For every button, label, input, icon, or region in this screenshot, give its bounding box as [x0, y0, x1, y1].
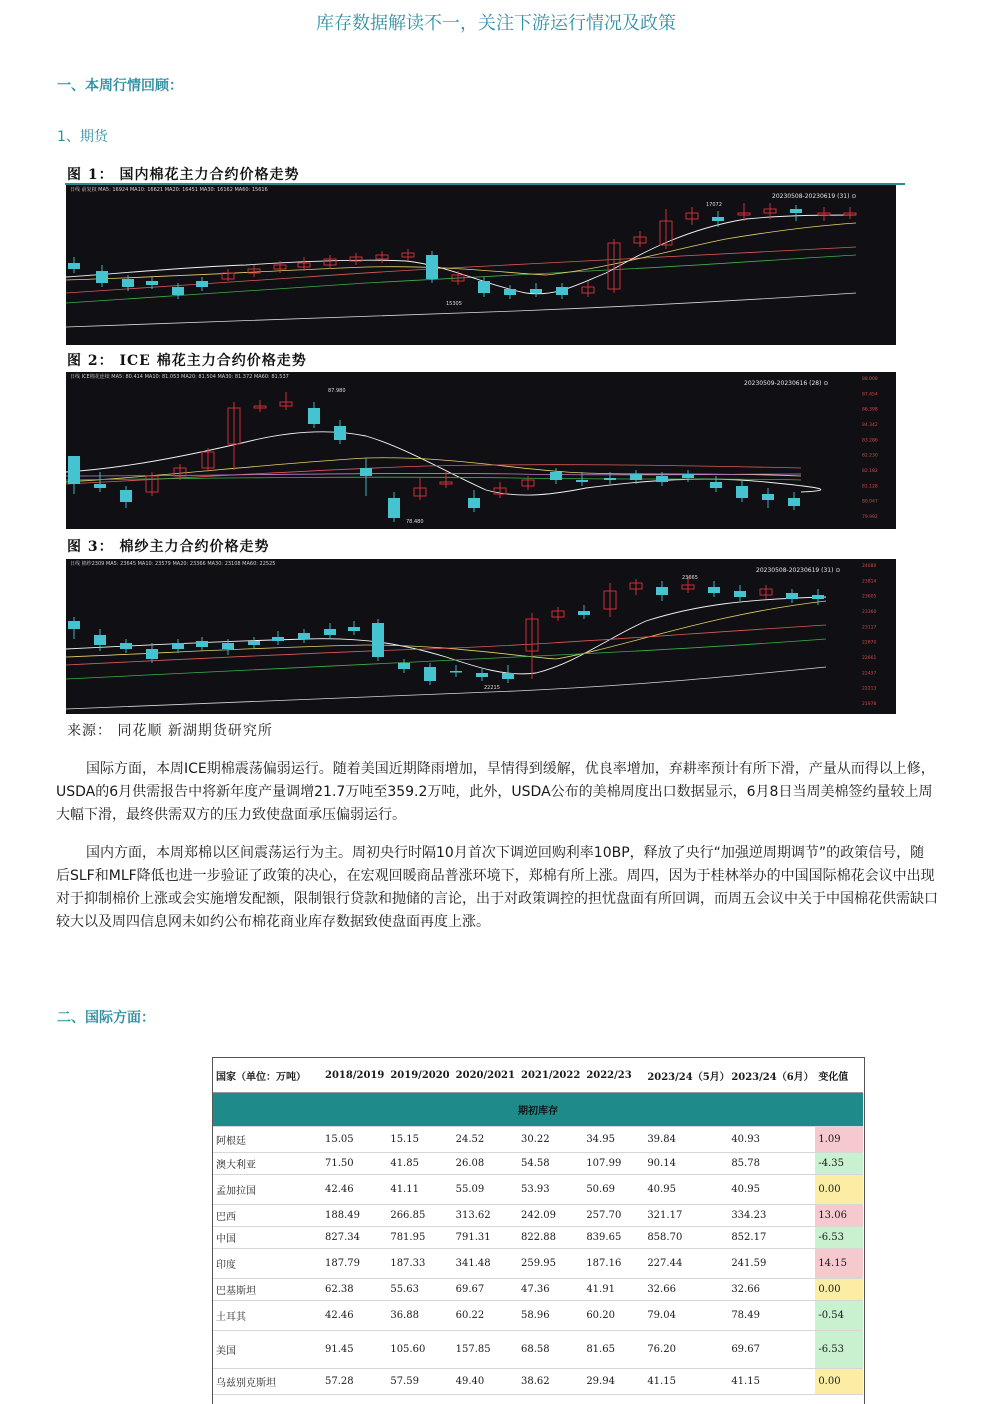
- price-tick-label: 23605: [862, 594, 877, 600]
- table-cell: 68.58: [518, 1331, 583, 1369]
- price-tick-label: 24080: [862, 564, 877, 569]
- table-cell-country: 阿根廷: [213, 1127, 322, 1153]
- table-cell-country: 乌兹别克斯坦: [213, 1369, 322, 1395]
- section-heading-international: 二、国际方面：: [57, 1010, 155, 1026]
- table-cell: 55.09: [453, 1175, 518, 1205]
- price-tick-label: 22870: [862, 640, 877, 646]
- table-row: [213, 1175, 863, 1205]
- candle-body: [734, 591, 746, 597]
- table-cell: 241.59: [728, 1249, 815, 1279]
- candle-body: [308, 408, 320, 424]
- price-tick-label: 23360: [862, 610, 877, 615]
- table-cell-country: 美国: [213, 1331, 322, 1369]
- table-cell: 69.67: [453, 1279, 518, 1301]
- table-cell: 257.70: [583, 1205, 644, 1227]
- table-cell-change: 0.00: [815, 1369, 863, 1395]
- price-tick-label: 22661: [862, 656, 877, 661]
- candle-body: [248, 641, 260, 645]
- price-tick-label: 79.992: [862, 515, 878, 520]
- candle-body: [712, 217, 724, 221]
- table-cell: 32.66: [728, 1279, 815, 1301]
- table-cell: 321.17: [644, 1205, 728, 1227]
- table-cell: 839.65: [583, 1227, 644, 1249]
- candle-body: [530, 289, 542, 293]
- candle-body: [372, 623, 384, 657]
- candle-body: [146, 649, 158, 659]
- price-tick-label: 88.008: [862, 377, 878, 382]
- candle-body: [790, 209, 802, 213]
- table-row: [213, 1227, 863, 1249]
- figure3-caption: 图 3： 棉纱主力合约价格走势: [67, 539, 270, 555]
- candle-body: [736, 486, 748, 498]
- table-cell-change: 14.15: [815, 1249, 863, 1279]
- subsection-futures: 1、期货: [57, 129, 108, 145]
- candle-body: [478, 281, 490, 293]
- table-cell-country: 孟加拉国: [213, 1175, 322, 1205]
- table-row: [213, 1301, 863, 1331]
- table-cell: 24.52: [453, 1127, 518, 1153]
- table-cell-country: 巴西: [213, 1205, 322, 1227]
- figure2-chart: [66, 372, 896, 529]
- candle-body: [222, 643, 234, 649]
- table-cell: 313.62: [453, 1205, 518, 1227]
- candle-body: [786, 593, 798, 599]
- candle-body: [196, 641, 208, 647]
- table-cell: 69.67: [728, 1331, 815, 1369]
- table-cell: 42.46: [322, 1301, 387, 1331]
- table-cell: 781.95: [387, 1227, 452, 1249]
- candle-body: [576, 480, 588, 482]
- candle-body: [120, 490, 132, 502]
- table-row: [213, 1279, 863, 1301]
- figure2-high-label: 87.980: [328, 388, 346, 394]
- table-cell: 81.65: [583, 1331, 644, 1369]
- col-2023-jun: 2023/24（6月）: [728, 1058, 815, 1093]
- table-cell: 107.99: [583, 1153, 644, 1175]
- price-tick-label: 86.398: [862, 407, 878, 413]
- table-row: [213, 1369, 863, 1395]
- table-cell: 76.20: [644, 1331, 728, 1369]
- candle-body: [502, 673, 514, 679]
- candle-body: [334, 426, 346, 440]
- table-cell: 41.91: [583, 1279, 644, 1301]
- table-cell: 40.93: [728, 1127, 815, 1153]
- table-cell: 41.15: [644, 1369, 728, 1395]
- table-row: [213, 1249, 863, 1279]
- candle-body: [348, 627, 360, 631]
- table-cell: 259.95: [518, 1249, 583, 1279]
- col-2019: 2019/2020: [387, 1058, 452, 1093]
- table-row: [213, 1331, 863, 1369]
- table-band-label: 期初库存: [213, 1093, 863, 1127]
- table-cell: 41.11: [387, 1175, 452, 1205]
- col-2022: 2022/23: [583, 1058, 644, 1093]
- table-cell: 57.59: [387, 1369, 452, 1395]
- candle-body: [120, 643, 132, 649]
- table-cell: 41.85: [387, 1153, 452, 1175]
- table-cell: 62.38: [322, 1279, 387, 1301]
- price-tick-label: 22213: [862, 686, 877, 692]
- table-cell: 187.16: [583, 1249, 644, 1279]
- figure2-svg: [66, 372, 896, 529]
- table-cell: 85.78: [728, 1153, 815, 1175]
- table-cell-country: 巴基斯坦: [213, 1279, 322, 1301]
- table-cell: 60.22: [453, 1301, 518, 1331]
- candle-body: [550, 472, 562, 480]
- page-title: 库存数据解读不一，关注下游运行情况及政策: [316, 13, 676, 34]
- table-cell: 39.84: [644, 1127, 728, 1153]
- candle-body: [388, 498, 400, 518]
- candle-body: [68, 263, 80, 269]
- table-cell: 188.49: [322, 1205, 387, 1227]
- candle-body: [360, 468, 372, 476]
- candle-body: [122, 279, 134, 287]
- table-cell-change: -0.54: [815, 1301, 863, 1331]
- table-cell-country: 土耳其: [213, 1301, 322, 1331]
- table-cell: 187.79: [322, 1249, 387, 1279]
- table-cell: 26.08: [453, 1153, 518, 1175]
- figure3-header: 日线 棉纱2309 MA5: 23645 MA10: 23579 MA20: 23366 MA30: 23108 MA60: 22525: [70, 561, 276, 567]
- candle-body: [324, 629, 336, 635]
- candle-body: [172, 287, 184, 295]
- table-cell-country: 印度: [213, 1249, 322, 1279]
- price-tick-label: 22437: [862, 671, 877, 677]
- table-cell-change: -6.53: [815, 1227, 863, 1249]
- figure3-range: 20230508-20230619 (31) ⊙: [756, 567, 841, 574]
- table-cell-change: 0.00: [815, 1175, 863, 1205]
- table-cell: 78.49: [728, 1301, 815, 1331]
- price-tick-label: 84.342: [862, 423, 878, 428]
- table-cell-country: 中国: [213, 1227, 322, 1249]
- candle-body: [578, 611, 590, 615]
- table-cell: 105.60: [387, 1331, 452, 1369]
- price-tick-label: 81.128: [862, 484, 878, 490]
- table-cell: 36.88: [387, 1301, 452, 1331]
- candle-body: [476, 673, 488, 677]
- table-cell: 15.05: [322, 1127, 387, 1153]
- table-cell: 53.93: [518, 1175, 583, 1205]
- table-cell: 49.40: [453, 1369, 518, 1395]
- figure3-chart: [66, 559, 896, 714]
- figure2-price-ticks: [862, 376, 878, 520]
- table-cell: 334.23: [728, 1205, 815, 1227]
- candle-body: [196, 281, 208, 287]
- col-2018: 2018/2019: [322, 1058, 387, 1093]
- figure3-price-ticks: [862, 563, 876, 707]
- figure2-range: 20230509-20230616 (28) ⊙: [744, 380, 829, 387]
- table-cell-change: -6.53: [815, 1331, 863, 1369]
- figure1-range: 20230508-20230619 (31) ⊙: [772, 193, 857, 200]
- figure2-ma-lines: [66, 432, 821, 495]
- table-cell: 71.50: [322, 1153, 387, 1175]
- table-cell: 242.09: [518, 1205, 583, 1227]
- candle-body: [812, 595, 824, 599]
- paragraph-international: 国际方面，本周ICE期棉震荡偏弱运行。随着美国近期降雨增加，旱情得到缓解，优良率增加，弃耕率预计有所下滑，产量从而得以上修，USDA的6月供需报告中将新年度产量调增21.7万吨至359.2万吨，此外，USDA公布的美棉周度出口数据显示，6月8日当周美棉签约量较上周大幅下滑，最终供需双方的压力致使盘面承压偏弱运行。: [56, 761, 935, 823]
- price-tick-label: 82.230: [862, 453, 878, 459]
- table-cell: 91.45: [322, 1331, 387, 1369]
- candle-body: [468, 498, 480, 508]
- table-cell: 266.85: [387, 1205, 452, 1227]
- table-cell: 57.28: [322, 1369, 387, 1395]
- table-cell: 187.33: [387, 1249, 452, 1279]
- candle-body: [656, 587, 668, 595]
- candle-body: [298, 633, 310, 639]
- table-cell: 58.96: [518, 1301, 583, 1331]
- candle-body: [682, 474, 694, 478]
- candle-body: [762, 494, 774, 500]
- table-cell: 38.62: [518, 1369, 583, 1395]
- table-cell: 47.36: [518, 1279, 583, 1301]
- table-cell-change: 0.00: [815, 1279, 863, 1301]
- candle-body: [710, 482, 722, 488]
- table-cell: 41.15: [728, 1369, 815, 1395]
- table-cell: 50.69: [583, 1175, 644, 1205]
- stock-table: [213, 1058, 863, 1395]
- figure1-svg: [66, 185, 896, 345]
- col-2020: 2020/2021: [453, 1058, 518, 1093]
- price-tick-label: 83.286: [862, 438, 878, 444]
- candle-body: [94, 484, 106, 488]
- figure2-caption: 图 2： ICE 棉花主力合约价格走势: [67, 353, 307, 369]
- table-cell: 858.70: [644, 1227, 728, 1249]
- col-2021: 2021/2022: [518, 1058, 583, 1093]
- table-cell: 29.94: [583, 1369, 644, 1395]
- price-tick-label: 21978: [862, 702, 877, 707]
- figure3-candles: [68, 577, 824, 685]
- table-cell: 827.34: [322, 1227, 387, 1249]
- figure3-low-label: 22215: [484, 685, 500, 691]
- candle-body: [656, 476, 668, 482]
- figure1-chart: [66, 185, 896, 345]
- candle-body: [146, 281, 158, 285]
- table-cell: 30.22: [518, 1127, 583, 1153]
- table-row: [213, 1153, 863, 1175]
- table-cell: 15.15: [387, 1127, 452, 1153]
- figure3-ma-lines: [66, 597, 826, 709]
- table-cell: 54.58: [518, 1153, 583, 1175]
- candle-body: [68, 621, 80, 629]
- figure1-low-label: 15305: [446, 301, 462, 307]
- table-cell: 60.20: [583, 1301, 644, 1331]
- table-header-row: [213, 1058, 863, 1093]
- candle-body: [426, 255, 438, 279]
- figure1-high-label: 17072: [706, 202, 722, 208]
- candle-body: [450, 671, 462, 673]
- col-country: 国家（单位：万吨）: [213, 1058, 322, 1093]
- table-cell: 40.95: [728, 1175, 815, 1205]
- candle-body: [272, 637, 284, 641]
- figure1-caption: 图 1： 国内棉花主力合约价格走势: [67, 167, 300, 183]
- figure3-svg: [66, 559, 896, 714]
- col-2023-may: 2023/24（5月）: [644, 1058, 728, 1093]
- section-heading-review: 一、本周行情回顾：: [57, 78, 183, 94]
- price-tick-label: 80.047: [862, 499, 878, 505]
- table-cell: 822.88: [518, 1227, 583, 1249]
- table-cell: 79.04: [644, 1301, 728, 1331]
- table-row: [213, 1127, 863, 1153]
- table-row: [213, 1205, 863, 1227]
- table-cell: 90.14: [644, 1153, 728, 1175]
- price-tick-label: 23814: [862, 579, 877, 585]
- table-cell-change: 1.09: [815, 1127, 863, 1153]
- candle-body: [504, 289, 516, 295]
- price-tick-label: 82.182: [862, 469, 878, 474]
- table-cell: 791.31: [453, 1227, 518, 1249]
- table-cell: 32.66: [644, 1279, 728, 1301]
- price-tick-label: 87.454: [862, 392, 878, 398]
- figure3-high-label: 23665: [682, 575, 698, 581]
- table-band-row: [213, 1093, 863, 1127]
- table-cell: 852.17: [728, 1227, 815, 1249]
- table-cell: 341.48: [453, 1249, 518, 1279]
- figure-source: 来源： 同花顺 新湖期货研究所: [67, 723, 273, 739]
- candle-body: [708, 587, 720, 593]
- table-cell: 227.44: [644, 1249, 728, 1279]
- figure2-header: 日线 ICE棉花连续 MA5: 80.414 MA10: 81.053 MA20: 81.504 MA30: 81.372 MA60: 81.537: [70, 374, 289, 380]
- candle-body: [424, 667, 436, 681]
- candle-body: [604, 478, 616, 480]
- table-cell-country: 澳大利亚: [213, 1153, 322, 1175]
- price-tick-label: 23117: [862, 625, 877, 631]
- table-cell: 34.95: [583, 1127, 644, 1153]
- figure1-ma-lines: [66, 215, 856, 327]
- candle-body: [172, 643, 184, 649]
- candle-body: [68, 456, 80, 484]
- table-cell-change: 13.06: [815, 1205, 863, 1227]
- table-cell: 40.95: [644, 1175, 728, 1205]
- candle-body: [96, 271, 108, 283]
- table-cell-change: -4.35: [815, 1153, 863, 1175]
- candle-body: [630, 474, 642, 480]
- table-cell: 42.46: [322, 1175, 387, 1205]
- col-change: 变化值: [815, 1058, 863, 1093]
- candle-body: [94, 635, 106, 645]
- table-cell: 55.63: [387, 1279, 452, 1301]
- candle-body: [788, 498, 800, 506]
- figure1-header: 日线 前复权 MA5: 16924 MA10: 16621 MA20: 16451 MA30: 16162 MA60: 15616: [70, 187, 268, 193]
- table-cell: 157.85: [453, 1331, 518, 1369]
- candle-body: [398, 663, 410, 669]
- candle-body: [556, 287, 568, 295]
- paragraph-domestic: 国内方面，本周郑棉以区间震荡运行为主。周初央行时隔10月首次下调逆回购利率10BP，释放了央行“加强逆周期调节”的政策信号，随后SLF和MLF降低也进一步验证了政策的决心，在宏观回暖商品普涨环境下，郑棉有所上涨。周四，因为于桂林举办的中国国际棉花会议中出现对于抑制棉价上涨或会实施增发配额，限制银行贷款和抛储的言论，出于对政策调控的担忧盘面有所回调，而周五会议中关于中国棉花供需缺口较大以及周四信息网未如约公布棉花商业库存数据致使盘面再度上涨。: [56, 845, 938, 930]
- figure2-low-label: 78.480: [406, 519, 424, 525]
